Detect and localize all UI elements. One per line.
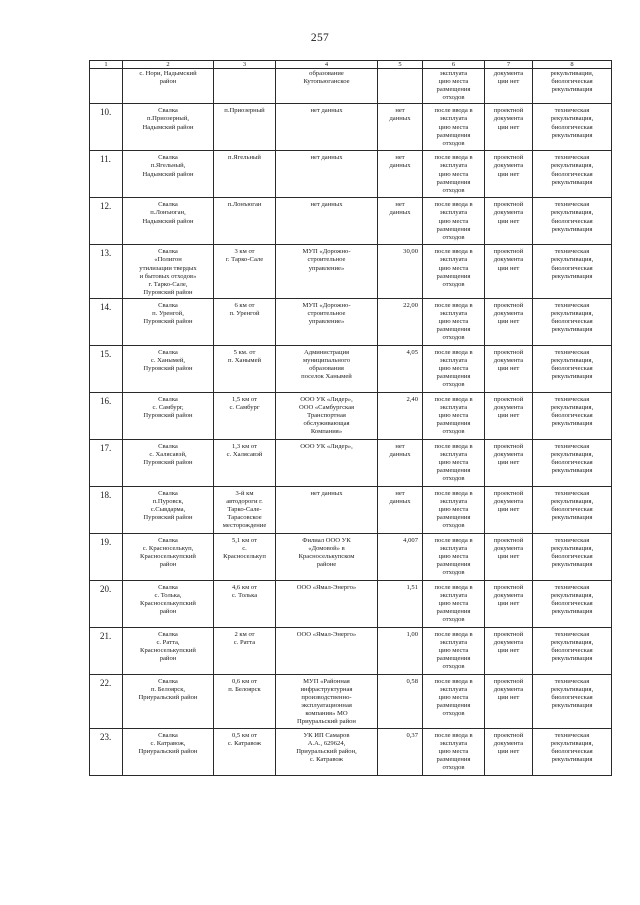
row-number: 19. — [90, 533, 123, 580]
operator-cell: образование Кутопьюганское — [276, 69, 378, 104]
operator-cell: МУП «Районная инфраструктурная производственно- эксплуатационная компания» МО Приуральский район — [276, 674, 378, 728]
documentation-cell: проектной документа ции нет — [485, 392, 533, 439]
dump-name-cell: Свалка с. Самбург, Пуровский район — [123, 392, 214, 439]
operator-cell: нет данных — [276, 151, 378, 198]
row-number: 22. — [90, 674, 123, 728]
recultivation-cell: техническая рекультивация, биологическая рекультивация — [533, 392, 612, 439]
table-row — [90, 439, 612, 486]
table-row — [90, 580, 612, 627]
documentation-cell: проектной документа ции нет — [485, 533, 533, 580]
documentation-cell: проектной документа ции нет — [485, 580, 533, 627]
recultivation-cell: техническая рекультивация, биологическая рекультивация — [533, 198, 612, 245]
location-cell: 2 км от с. Ратта — [214, 627, 276, 674]
recultivation-cell: техническая рекультивация, биологическая рекультивация — [533, 627, 612, 674]
location-cell: 3-й км автодороги г. Тарко-Сале- Тарасовское месторождение — [214, 486, 276, 533]
table-row — [90, 627, 612, 674]
operator-cell: нет данных — [276, 198, 378, 245]
row-number: 13. — [90, 245, 123, 299]
operator-cell: ООО «Ямал-Энерго» — [276, 627, 378, 674]
column-number: 8 — [533, 61, 612, 69]
column-number: 5 — [378, 61, 423, 69]
documentation-cell: проектной документа ции нет — [485, 674, 533, 728]
documentation-cell: проектной документа ции нет — [485, 104, 533, 151]
documentation-cell: документа ции нет — [485, 69, 533, 104]
row-number: 17. — [90, 439, 123, 486]
column-number: 4 — [276, 61, 378, 69]
dump-name-cell: Свалка с. Толька, Красноселькупский район — [123, 580, 214, 627]
dump-name-cell: Свалка п.Пуровск, с.Сывдарма, Пуровский район — [123, 486, 214, 533]
row-number: 10. — [90, 104, 123, 151]
area-cell: 30,00 — [378, 245, 423, 299]
column-number: 7 — [485, 61, 533, 69]
column-number: 1 — [90, 61, 123, 69]
area-cell: нет данных — [378, 486, 423, 533]
location-cell: 0,6 км от п. Белоярск — [214, 674, 276, 728]
start-condition-cell: после ввода в эксплуата цию места размещения отходов — [423, 298, 485, 345]
row-number: 15. — [90, 345, 123, 392]
table-row — [90, 392, 612, 439]
area-cell: 0,58 — [378, 674, 423, 728]
dump-name-cell: Свалка п.Лонъюган, Надымский район — [123, 198, 214, 245]
table-row — [90, 486, 612, 533]
documentation-cell: проектной документа ции нет — [485, 198, 533, 245]
row-number: 12. — [90, 198, 123, 245]
row-number: 23. — [90, 728, 123, 775]
documentation-cell: проектной документа ции нет — [485, 728, 533, 775]
dump-name-cell: Свалка п. Белоярск, Приуральский район — [123, 674, 214, 728]
documentation-cell: проектной документа ции нет — [485, 439, 533, 486]
dump-name-cell: Свалка п.Ягельный, Надымский район — [123, 151, 214, 198]
operator-cell: Филиал ООО УК «Домовой» в Красноселькупском районе — [276, 533, 378, 580]
recultivation-cell: техническая рекультивация, биологическая рекультивация — [533, 580, 612, 627]
operator-cell: МУП «Дорожно- строительное управление» — [276, 245, 378, 299]
dump-name-cell: Свалка с. Халясавэй, Пуровский район — [123, 439, 214, 486]
operator-cell: ООО «Ямал-Энерго» — [276, 580, 378, 627]
area-cell: 2,40 — [378, 392, 423, 439]
recultivation-cell: техническая рекультивация, биологическая рекультивация — [533, 151, 612, 198]
recultivation-cell: техническая рекультивация, биологическая рекультивация — [533, 345, 612, 392]
area-cell: нет данных — [378, 151, 423, 198]
documentation-cell: проектной документа ции нет — [485, 298, 533, 345]
recultivation-cell: техническая рекультивация, биологическая рекультивация — [533, 104, 612, 151]
table-row — [90, 198, 612, 245]
page-number: 257 — [310, 32, 330, 44]
start-condition-cell: после ввода в эксплуата цию места размещения отходов — [423, 674, 485, 728]
location-cell: 1,5 км от с. Самбург — [214, 392, 276, 439]
row-number: 20. — [90, 580, 123, 627]
location-cell: 1,3 км от с. Халясавэй — [214, 439, 276, 486]
row-number: 11. — [90, 151, 123, 198]
location-cell: п.Лонъюган — [214, 198, 276, 245]
area-cell: 1,00 — [378, 627, 423, 674]
recultivation-cell: техническая рекультивация, биологическая рекультивация — [533, 439, 612, 486]
dump-name-cell: Свалка п. Уренгой, Пуровский район — [123, 298, 214, 345]
start-condition-cell: после ввода в эксплуата цию места размещения отходов — [423, 104, 485, 151]
documentation-cell: проектной документа ции нет — [485, 245, 533, 299]
start-condition-cell: после ввода в эксплуата цию места размещения отходов — [423, 392, 485, 439]
dump-name-cell: Свалка с. Катравож, Приуральский район — [123, 728, 214, 775]
dump-name-cell: Свалка с. Красноселькуп, Красноселькупский район — [123, 533, 214, 580]
area-cell: 0,37 — [378, 728, 423, 775]
column-number: 3 — [214, 61, 276, 69]
operator-cell: ООО УК «Лидер», — [276, 439, 378, 486]
column-number: 6 — [423, 61, 485, 69]
row-number: 21. — [90, 627, 123, 674]
table-row — [90, 728, 612, 775]
row-number: 18. — [90, 486, 123, 533]
area-cell — [378, 69, 423, 104]
column-number-row — [90, 61, 612, 69]
recultivation-cell: рекультивации, биологическая рекультивация — [533, 69, 612, 104]
area-cell: 1,51 — [378, 580, 423, 627]
start-condition-cell: после ввода в эксплуата цию места размещения отходов — [423, 151, 485, 198]
recultivation-cell: техническая рекультивация, биологическая рекультивация — [533, 298, 612, 345]
operator-cell: ООО УК «Лидер», ООО «Самбургская Транспортная обслуживающая Компания» — [276, 392, 378, 439]
area-cell: 22,00 — [378, 298, 423, 345]
start-condition-cell: после ввода в эксплуата цию места размещения отходов — [423, 580, 485, 627]
operator-cell: МУП «Дорожно- строительное управление» — [276, 298, 378, 345]
start-condition-cell: эксплуата цию места размещения отходов — [423, 69, 485, 104]
documentation-cell: проектной документа ции нет — [485, 486, 533, 533]
start-condition-cell: после ввода в эксплуата цию места размещения отходов — [423, 627, 485, 674]
recultivation-cell: техническая рекультивация, биологическая рекультивация — [533, 674, 612, 728]
start-condition-cell: после ввода в эксплуата цию места размещения отходов — [423, 486, 485, 533]
area-cell: 4,007 — [378, 533, 423, 580]
area-cell: нет данных — [378, 104, 423, 151]
operator-cell: нет данных — [276, 486, 378, 533]
operator-cell: нет данных — [276, 104, 378, 151]
documentation-cell: проектной документа ции нет — [485, 627, 533, 674]
operator-cell: Администрация муниципального образования поселок Ханымей — [276, 345, 378, 392]
start-condition-cell: после ввода в эксплуата цию места размещения отходов — [423, 439, 485, 486]
recultivation-cell: техническая рекультивация, биологическая рекультивация — [533, 728, 612, 775]
area-cell: 4,05 — [378, 345, 423, 392]
table-row — [90, 298, 612, 345]
start-condition-cell: после ввода в эксплуата цию места размещения отходов — [423, 345, 485, 392]
table-row — [90, 245, 612, 299]
location-cell: 3 км от г. Тарко-Сале — [214, 245, 276, 299]
dump-name-cell: с. Нори, Надымский район — [123, 69, 214, 104]
location-cell: 5,1 км от с. Красноселькуп — [214, 533, 276, 580]
start-condition-cell: после ввода в эксплуата цию места размещения отходов — [423, 533, 485, 580]
area-cell: нет данных — [378, 198, 423, 245]
operator-cell: УК ИП Самаров А.А., 629624, Приуральский район, с. Катравож — [276, 728, 378, 775]
dump-name-cell: Свалка с. Ханымей, Пуровский район — [123, 345, 214, 392]
location-cell — [214, 69, 276, 104]
location-cell: 0,5 км от с. Катравож — [214, 728, 276, 775]
recultivation-cell: техническая рекультивация, биологическая рекультивация — [533, 533, 612, 580]
start-condition-cell: после ввода в эксплуата цию места размещения отходов — [423, 728, 485, 775]
table-row — [90, 104, 612, 151]
table-row — [90, 674, 612, 728]
table-row — [90, 533, 612, 580]
location-cell: 5 км. от п. Ханымей — [214, 345, 276, 392]
dump-name-cell: Свалка «Полигон утилизации твердых и бытовых отходов» г. Тарко-Сале, Пуровский район — [123, 245, 214, 299]
location-cell: п.Приозерный — [214, 104, 276, 151]
continued-row — [90, 69, 612, 104]
documentation-cell: проектной документа ции нет — [485, 345, 533, 392]
dump-name-cell: Свалка с. Ратта, Красноселькупский район — [123, 627, 214, 674]
column-number: 2 — [123, 61, 214, 69]
documentation-cell: проектной документа ции нет — [485, 151, 533, 198]
recultivation-cell: техническая рекультивация, биологическая рекультивация — [533, 486, 612, 533]
row-number — [90, 69, 123, 104]
area-cell: нет данных — [378, 439, 423, 486]
location-cell: 6 км от п. Уренгой — [214, 298, 276, 345]
row-number: 14. — [90, 298, 123, 345]
table-row — [90, 151, 612, 198]
landfill-table — [89, 60, 612, 776]
start-condition-cell: после ввода в эксплуата цию места размещения отходов — [423, 245, 485, 299]
row-number: 16. — [90, 392, 123, 439]
location-cell: 4,6 км от с. Толька — [214, 580, 276, 627]
table-row — [90, 345, 612, 392]
start-condition-cell: после ввода в эксплуата цию места размещения отходов — [423, 198, 485, 245]
dump-name-cell: Свалка п.Приозерный, Надымский район — [123, 104, 214, 151]
location-cell: п.Ягельный — [214, 151, 276, 198]
recultivation-cell: техническая рекультивация, биологическая рекультивация — [533, 245, 612, 299]
